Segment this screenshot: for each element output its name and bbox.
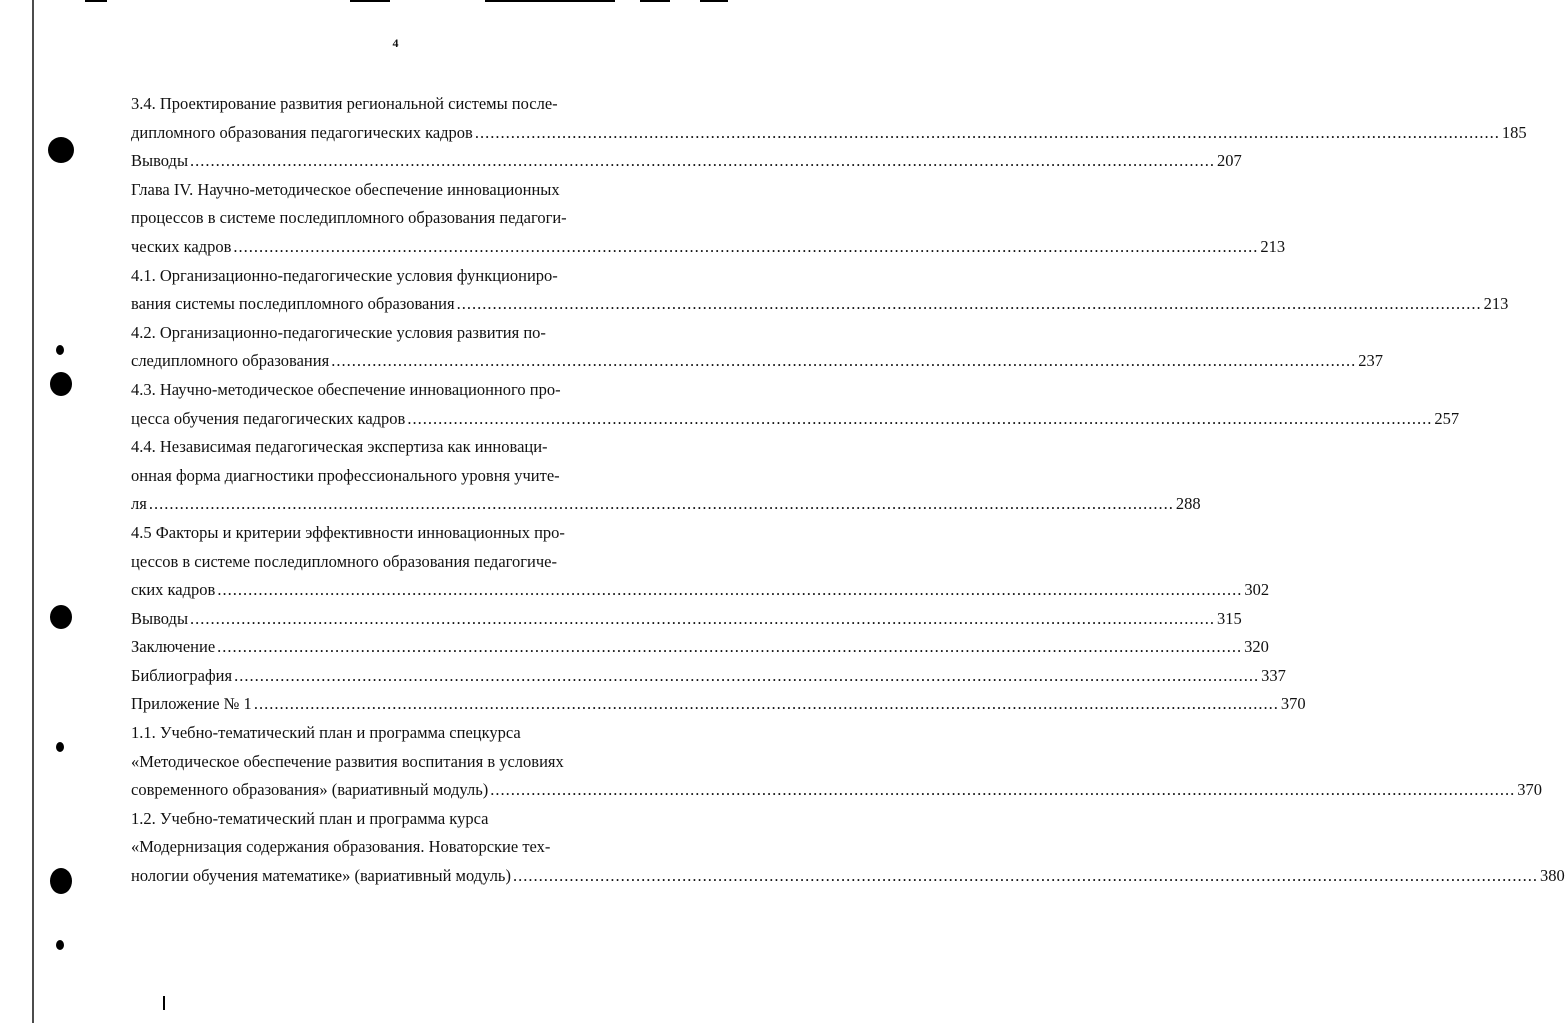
toc-line: Глава IV. Научно-методическое обеспечение инновационных <box>131 179 560 199</box>
toc-entry-bibliography <box>131 662 1286 691</box>
toc-page-number: 185 <box>1501 122 1527 142</box>
toc-entry-4-1 <box>131 262 1509 319</box>
toc-entry-text: Выводы <box>131 151 189 171</box>
toc-page-number: 315 <box>1217 608 1242 628</box>
top-edge-mark <box>85 0 107 2</box>
dot-leader: ........................................................................................................................................................................................................ <box>233 236 1259 256</box>
top-edge-mark <box>640 0 670 2</box>
left-edge-line <box>32 0 34 1023</box>
top-edge-mark <box>700 0 728 2</box>
punch-hole <box>50 605 72 629</box>
toc-entry-text: Заключение <box>131 637 216 657</box>
toc-page-number: 213 <box>1483 294 1509 314</box>
toc-line: 1.1. Учебно-тематический план и программа спецкурса <box>131 723 521 743</box>
toc-line: 4.4. Независимая педагогическая экспертиза как инноваци- <box>131 437 548 457</box>
toc-line-final <box>131 862 1565 891</box>
top-edge-mark <box>485 0 615 2</box>
toc-line-final <box>131 662 1286 691</box>
toc-page-number: 237 <box>1358 351 1383 371</box>
toc-page-number: 257 <box>1434 408 1460 428</box>
toc-page-number: 302 <box>1244 580 1270 600</box>
toc-page-number: 370 <box>1280 694 1306 714</box>
toc-line-final <box>131 605 1242 634</box>
toc-line-final <box>131 233 1286 262</box>
toc-entry-chapter-4 <box>131 176 1286 262</box>
toc-entry-appendix-1 <box>131 690 1306 719</box>
toc-entry-text: вания системы последипломного образования <box>131 294 455 314</box>
dot-leader: ........................................................................................................................................................................................................ <box>490 780 1516 800</box>
toc-page-number: 288 <box>1175 494 1201 514</box>
toc-entry-conclusions-3 <box>131 147 1242 176</box>
dot-leader: ........................................................................................................................................................................................................ <box>190 151 1216 171</box>
toc-entry-text: нологии обучения математике» (вариативный модуль) <box>131 866 511 886</box>
toc-page-number: 370 <box>1517 780 1542 800</box>
toc-entry-text: ля <box>131 494 147 514</box>
toc-page-number: 337 <box>1261 665 1286 685</box>
toc-line-final <box>131 347 1383 376</box>
dot-leader: ........................................................................................................................................................................................................ <box>331 351 1357 371</box>
dot-leader: ........................................................................................................................................................................................................ <box>190 608 1216 628</box>
toc-line: 3.4. Проектирование развития региональной системы после- <box>131 94 558 113</box>
toc-entry-text: современного образования» (вариативный модуль) <box>131 780 489 800</box>
toc-entry-4-4 <box>131 433 1201 519</box>
toc-line-final <box>131 290 1509 319</box>
dot-leader: ........................................................................................................................................................................................................ <box>253 694 1279 714</box>
toc-entry-text: следипломного образования <box>131 351 330 371</box>
punch-hole <box>50 372 72 396</box>
toc-line-final <box>131 490 1201 519</box>
dot-leader: ........................................................................................................................................................................................................ <box>407 408 1433 428</box>
toc-page-number: 213 <box>1260 236 1286 256</box>
dot-leader: ........................................................................................................................................................................................................ <box>474 122 1500 142</box>
toc-entry-text: Библиография <box>131 665 233 685</box>
punch-hole <box>56 940 64 950</box>
toc-line: цессов в системе последипломного образования педагогиче- <box>131 551 557 571</box>
toc-line-final <box>131 405 1460 434</box>
toc-entry-1-1 <box>131 719 1542 805</box>
toc-line-final <box>131 119 1527 148</box>
dot-leader: ........................................................................................................................................................................................................ <box>217 637 1243 657</box>
toc-line-final <box>131 147 1242 176</box>
toc-line-final <box>131 690 1306 719</box>
punch-hole <box>56 345 64 355</box>
toc-page-number: 380 <box>1539 866 1565 886</box>
punch-hole <box>56 742 64 752</box>
toc-line: 4.3. Научно-методическое обеспечение инновационного про- <box>131 379 561 399</box>
punch-hole <box>50 868 72 894</box>
toc-line-final <box>131 633 1269 662</box>
bottom-edge-mark <box>163 996 165 1010</box>
toc-page-number: 320 <box>1244 637 1269 657</box>
toc-entry-4-3 <box>131 376 1460 433</box>
toc-line-final <box>131 576 1270 605</box>
dot-leader: ........................................................................................................................................................................................................ <box>456 294 1482 314</box>
toc-line: «Методическое обеспечение развития воспитания в условиях <box>131 751 564 771</box>
toc-entry-4-2 <box>131 319 1383 376</box>
toc-line: 4.1. Организационно-педагогические условия функциониро- <box>131 265 558 285</box>
toc-entry-4-5 <box>131 519 1270 605</box>
punch-hole <box>48 137 74 163</box>
toc-entry-1-2 <box>131 805 1565 891</box>
toc-entry-conclusions-4 <box>131 605 1242 634</box>
toc-entry-conclusion <box>131 633 1269 662</box>
toc-entry-text: ских кадров <box>131 580 216 600</box>
toc-line: процессов в системе последипломного образования педагоги- <box>131 208 567 228</box>
toc-line-final <box>131 776 1542 805</box>
toc-line: 4.5 Факторы и критерии эффективности инновационных про- <box>131 522 565 542</box>
page-number: 4 <box>392 36 399 50</box>
dot-leader: ........................................................................................................................................................................................................ <box>148 494 1174 514</box>
toc-line: 1.2. Учебно-тематический план и программа курса <box>131 808 489 828</box>
dot-leader: ........................................................................................................................................................................................................ <box>512 866 1538 886</box>
toc-entry-text: Приложение № 1 <box>131 694 252 714</box>
toc-entry-3-4 <box>131 90 1527 147</box>
toc-entry-text: дипломного образования педагогических кадров <box>131 122 473 142</box>
toc-page-number: 207 <box>1217 151 1242 171</box>
dot-leader: ........................................................................................................................................................................................................ <box>234 665 1260 685</box>
toc-line: «Модернизация содержания образования. Новаторские тех- <box>131 837 551 857</box>
toc-line: онная форма диагностики профессионального уровня учите- <box>131 465 560 485</box>
toc-entry-text: ческих кадров <box>131 236 232 256</box>
toc-line: 4.2. Организационно-педагогические условия развития по- <box>131 322 546 342</box>
table-of-contents <box>131 90 1565 891</box>
toc-entry-text: Выводы <box>131 608 189 628</box>
toc-entry-text: цесса обучения педагогических кадров <box>131 408 406 428</box>
top-edge-mark <box>350 0 390 2</box>
dot-leader: ........................................................................................................................................................................................................ <box>217 580 1243 600</box>
